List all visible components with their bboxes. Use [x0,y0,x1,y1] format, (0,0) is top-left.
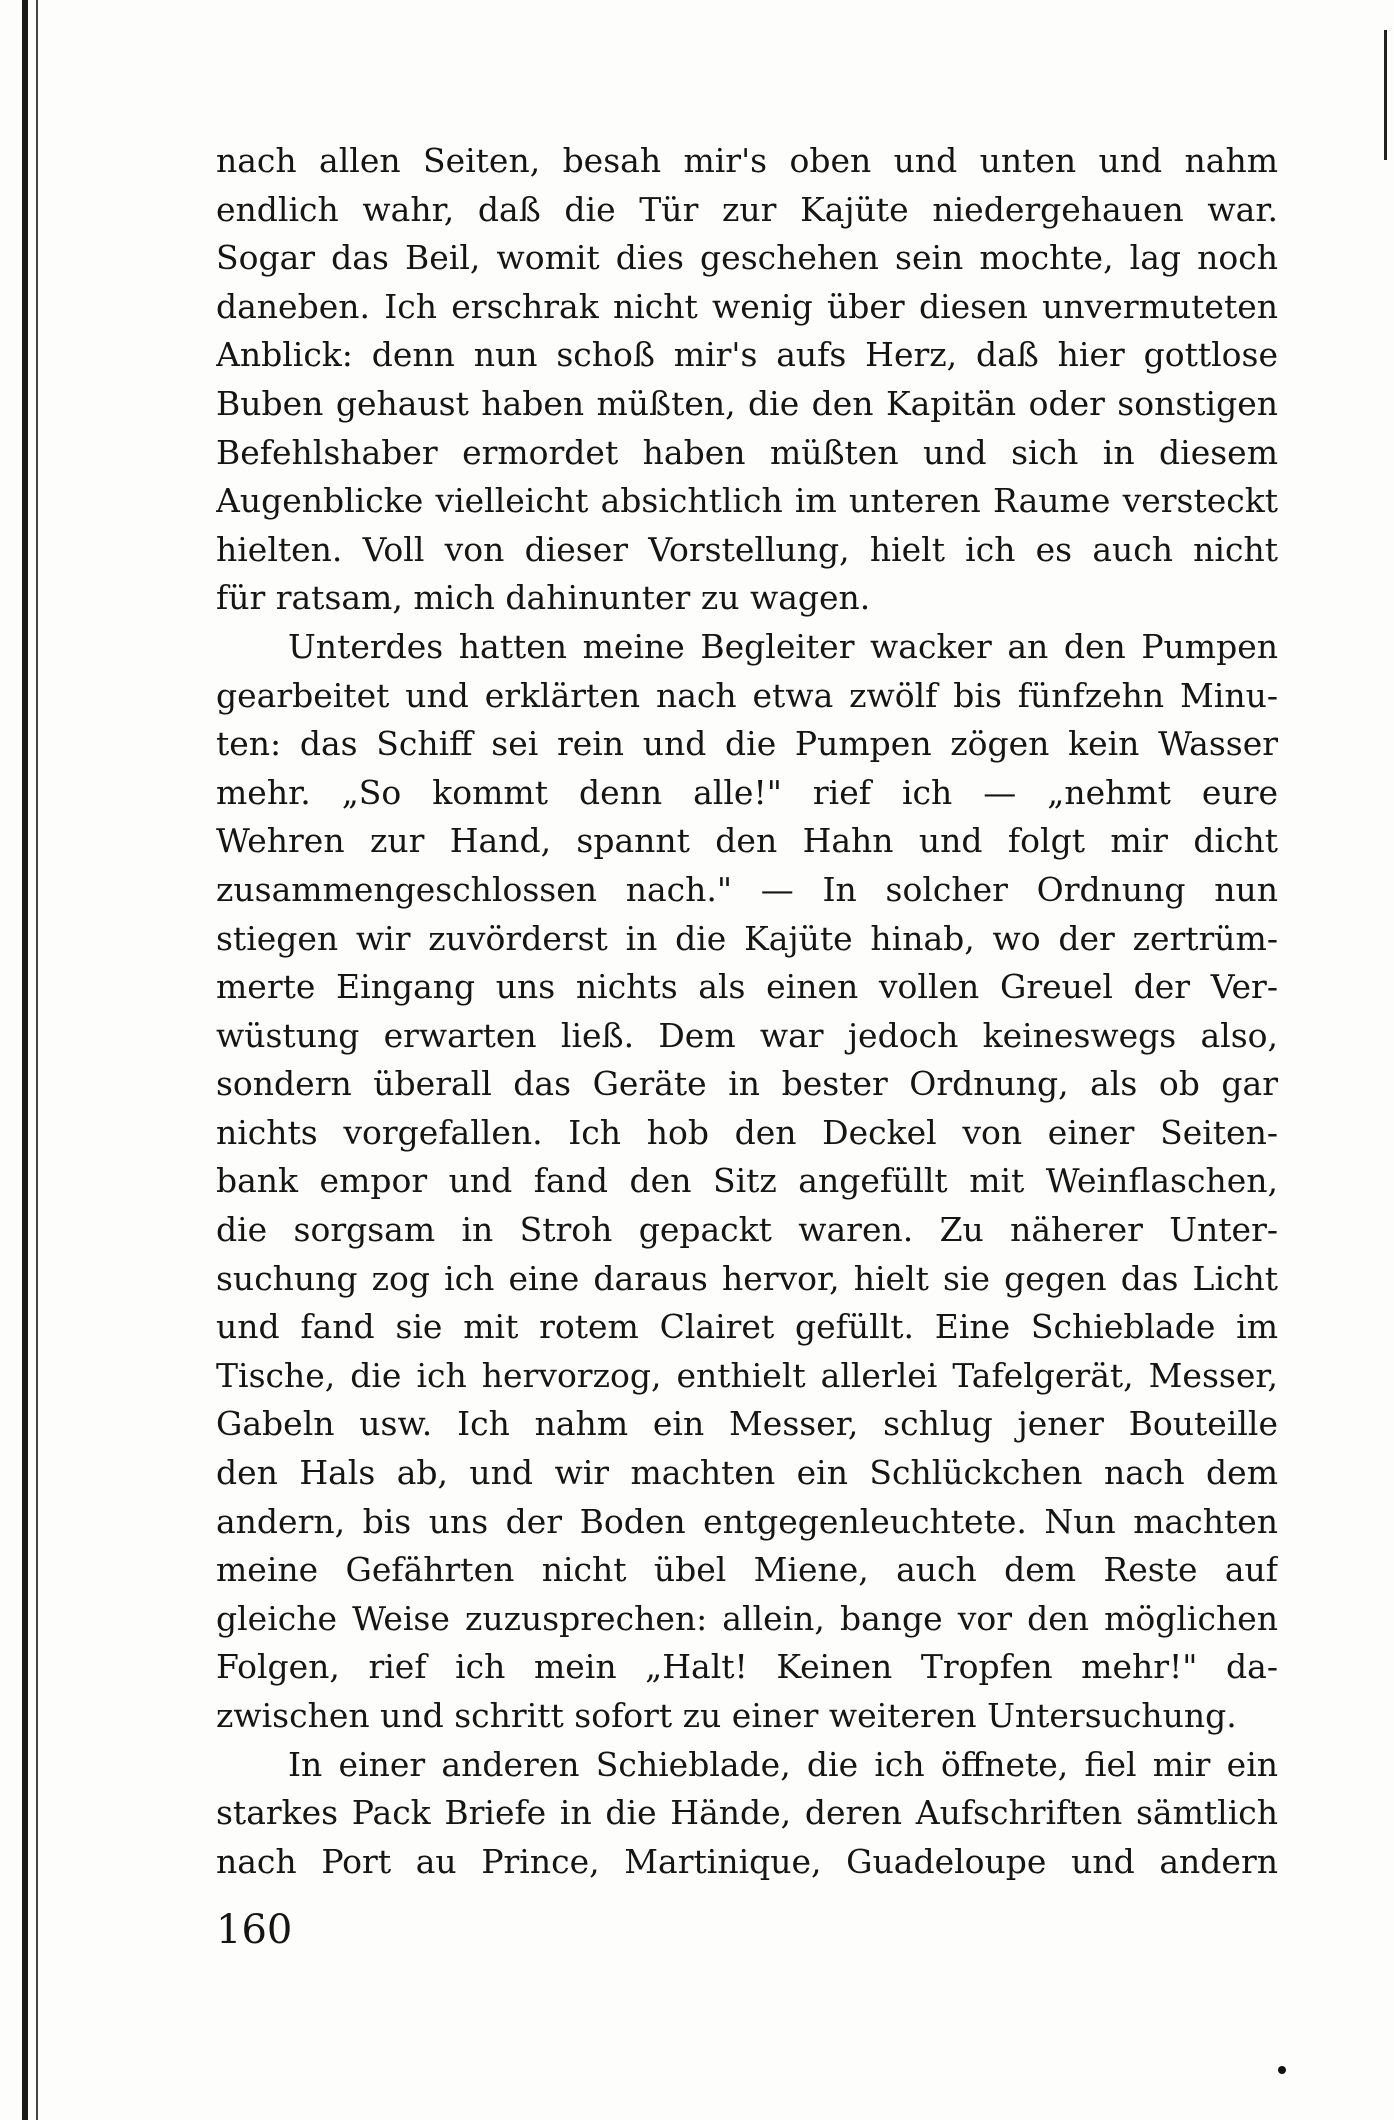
text-line: wüstung erwarten ließ. Dem war jedoch keineswegs also, [216,1015,1278,1055]
text-line: meine Gefährten nicht übel Miene, auch dem Reste auf [216,1550,1278,1590]
body-text [216,137,1278,1886]
text-line: Anblick: denn nun schoß mir's aufs Herz, daß hier gottlose [216,335,1278,375]
page-binding-edge [22,0,28,2120]
text-line: zwischen und schritt sofort zu einer weiteren Untersuchung. [216,1696,1237,1735]
text-line: Folgen, rief ich mein „Halt! Keinen Tropfen mehr!" da- [216,1647,1278,1687]
text-line: gleiche Weise zuzusprechen: allein, bange vor den möglichen [216,1598,1278,1638]
text-line: endlich wahr, daß die Tür zur Kajüte niedergehauen war. [216,189,1278,229]
text-line: den Hals ab, und wir machten ein Schlückchen nach dem [216,1453,1278,1493]
text-line: andern, bis uns der Boden entgegenleuchtete. Nun machten [216,1501,1278,1541]
text-line: Befehlshaber ermordet haben müßten und sich in diesem [216,432,1278,472]
text-line: starkes Pack Briefe in die Hände, deren Aufschriften sämtlich [216,1793,1278,1833]
text-line: Tische, die ich hervorzog, enthielt allerlei Tafelgerät, Messer, [216,1355,1278,1395]
text-line: mehr. „So kommt denn alle!" rief ich — „nehmt eure [216,772,1278,812]
text-line: nach allen Seiten, besah mir's oben und unten und nahm [216,141,1278,180]
text-line: für ratsam, mich dahinunter zu wagen. [216,578,871,618]
text-line: Unterdes hatten meine Begleiter wacker an den Pumpen [288,626,1278,666]
text-line: Gabeln usw. Ich nahm ein Messer, schlug jener Bouteille [216,1404,1278,1444]
text-line: Sogar das Beil, womit dies geschehen sein mochte, lag noch [216,238,1278,278]
text-line: zusammengeschlossen nach." — In solcher Ordnung nun [216,869,1278,909]
page-binding-edge-inner [36,0,38,2120]
text-line: merte Eingang uns nichts als einen vollen Greuel der Ver- [216,967,1278,1007]
text-line: nach Port au Prince, Martinique, Guadeloupe und andern [216,1841,1278,1881]
text-line: gearbeitet und erklärten nach etwa zwölf bis fünfzehn Minu- [216,675,1278,715]
text-line: und fand sie mit rotem Clairet gefüllt. Eine Schieblade im [216,1307,1278,1347]
text-line: hielten. Voll von dieser Vorstellung, hielt ich es auch nicht [216,529,1278,569]
page-right-edge-mark [1384,30,1387,160]
text-line: ten: das Schiff sei rein und die Pumpen zögen kein Wasser [216,724,1278,764]
text-line: suchung zog ich eine daraus hervor, hielt sie gegen das Licht [216,1258,1278,1298]
text-line: sondern überall das Geräte in bester Ordnung, als ob gar [216,1064,1278,1104]
text-line: Augenblicke vielleicht absichtlich im unteren Raume versteckt [216,481,1278,521]
text-line: nichts vorgefallen. Ich hob den Deckel von einer Seiten- [216,1112,1278,1152]
text-line: Buben gehaust haben müßten, die den Kapitän oder sonstigen [216,383,1278,423]
text-line: Wehren zur Hand, spannt den Hahn und folgt mir dicht [216,821,1278,861]
text-line: bank empor und fand den Sitz angefüllt mit Weinflaschen, [216,1161,1278,1201]
ink-speck [1278,2066,1286,2074]
text-line: stiegen wir zuvörderst in die Kajüte hinab, wo der zertrüm- [216,918,1278,958]
text-line: die sorgsam in Stroh gepackt waren. Zu näherer Unter- [216,1210,1278,1250]
text-line: daneben. Ich erschrak nicht wenig über diesen unvermuteten [216,286,1278,326]
page-number: 160 [216,1907,293,1953]
text-line: In einer anderen Schieblade, die ich öffnete, fiel mir ein [288,1744,1278,1784]
